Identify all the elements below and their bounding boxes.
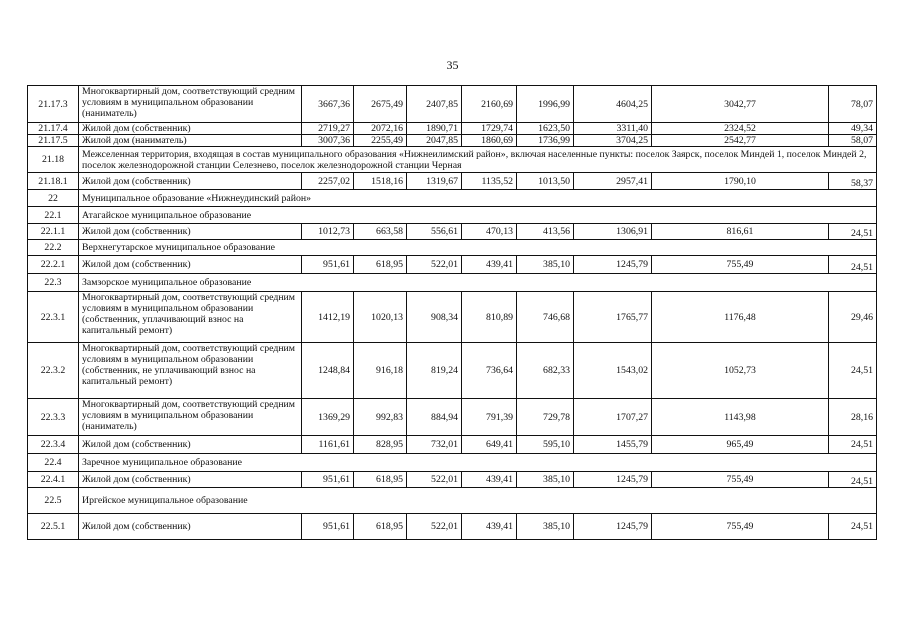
row-value-1: 1161,61: [302, 436, 354, 454]
group-name: Муниципальное образование «Нижнеудинский район»: [79, 190, 877, 207]
row-value-2: 2675,49: [354, 86, 407, 123]
table-row: [28, 123, 877, 135]
group-name: Иргейское муниципальное образование: [79, 488, 877, 514]
row-value-5: 682,33: [517, 343, 574, 399]
row-value-1: 2257,02: [302, 173, 354, 190]
row-value-2: 618,95: [354, 256, 407, 274]
table-row: [28, 436, 877, 454]
row-value-3: 556,61: [407, 224, 462, 240]
group-name: Атагайское муниципальное образование: [79, 207, 877, 224]
row-code: 22.3.1: [28, 292, 79, 343]
row-value-7: 3042,77: [652, 86, 829, 123]
row-value-7: 2542,77: [652, 135, 829, 147]
row-value-4: 470,13: [462, 224, 517, 240]
row-value-8: 58,07: [829, 135, 877, 147]
row-value-3: 2407,85: [407, 86, 462, 123]
row-value-7: 816,61: [652, 224, 829, 240]
row-value-6: 2957,41: [574, 173, 652, 190]
row-name: Многоквартирный дом, соответствующий средним условиям в муниципальном образовании (собственник, уплачивающий взнос на капитальный ремонт): [79, 292, 302, 343]
row-value-5: 385,10: [517, 472, 574, 488]
row-code: 21.17.4: [28, 123, 79, 135]
row-value-7: 965,49: [652, 436, 829, 454]
row-value-2: 828,95: [354, 436, 407, 454]
row-value-1: 2719,27: [302, 123, 354, 135]
table-row: [28, 256, 877, 274]
row-value-2: 2255,49: [354, 135, 407, 147]
row-value-5: 1996,99: [517, 86, 574, 123]
group-name: Замзорское муниципальное образование: [79, 274, 877, 292]
row-value-7: 755,49: [652, 514, 829, 540]
row-value-6: 1707,27: [574, 399, 652, 436]
row-name: Жилой дом (собственник): [79, 436, 302, 454]
row-name: Многоквартирный дом, соответствующий средним условиям в муниципальном образовании (собственник, не уплачивающий взнос на капитальный ремонт): [79, 343, 302, 399]
row-value-5: 746,68: [517, 292, 574, 343]
group-code: 21.18: [28, 147, 79, 173]
row-code: 22.1.1: [28, 224, 79, 240]
row-value-4: 736,64: [462, 343, 517, 399]
row-value-7: 1143,98: [652, 399, 829, 436]
row-value-7: 1052,73: [652, 343, 829, 399]
row-value-1: 951,61: [302, 256, 354, 274]
row-value-6: 3704,25: [574, 135, 652, 147]
row-code: 21.17.3: [28, 86, 79, 123]
row-value-4: 1729,74: [462, 123, 517, 135]
row-value-6: 1306,91: [574, 224, 652, 240]
row-value-2: 618,95: [354, 514, 407, 540]
row-name: Многоквартирный дом, соответствующий средним условиям в муниципальном образовании (наниматель): [79, 86, 302, 123]
row-value-8: 24,51: [829, 436, 877, 454]
row-value-3: 908,34: [407, 292, 462, 343]
table-row: [28, 514, 877, 540]
row-value-4: 1860,69: [462, 135, 517, 147]
row-value-4: 1135,52: [462, 173, 517, 190]
table-row: [28, 399, 877, 436]
row-code: 22.2.1: [28, 256, 79, 274]
row-value-4: 810,89: [462, 292, 517, 343]
row-code: 22.3.2: [28, 343, 79, 399]
row-value-6: 4604,25: [574, 86, 652, 123]
row-code: 22.3.4: [28, 436, 79, 454]
row-value-1: 951,61: [302, 514, 354, 540]
row-value-3: 2047,85: [407, 135, 462, 147]
row-name: Жилой дом (собственник): [79, 224, 302, 240]
group-row: [28, 488, 877, 514]
group-row: [28, 207, 877, 224]
row-value-2: 916,18: [354, 343, 407, 399]
row-value-2: 1518,16: [354, 173, 407, 190]
row-code: 22.4.1: [28, 472, 79, 488]
row-value-8: 28,16: [829, 399, 877, 436]
row-value-6: 1543,02: [574, 343, 652, 399]
row-value-4: 791,39: [462, 399, 517, 436]
table-row: [28, 343, 877, 399]
row-name: Жилой дом (собственник): [79, 472, 302, 488]
row-value-7: 1790,10: [652, 173, 829, 190]
row-value-3: 522,01: [407, 256, 462, 274]
row-value-5: 385,10: [517, 256, 574, 274]
row-code: 21.17.5: [28, 135, 79, 147]
group-code: 22.1: [28, 207, 79, 224]
row-value-2: 992,83: [354, 399, 407, 436]
group-row: [28, 190, 877, 207]
group-row: [28, 274, 877, 292]
row-value-6: 1245,79: [574, 256, 652, 274]
row-value-6: 1455,79: [574, 436, 652, 454]
row-value-1: 1248,84: [302, 343, 354, 399]
row-value-1: 3007,36: [302, 135, 354, 147]
row-value-7: 755,49: [652, 256, 829, 274]
row-name: Многоквартирный дом, соответствующий средним условиям в муниципальном образовании (наниматель): [79, 399, 302, 436]
row-name: Жилой дом (собственник): [79, 123, 302, 135]
row-value-8: 24,51: [829, 472, 877, 488]
row-value-6: 3311,40: [574, 123, 652, 135]
table-row: [28, 173, 877, 190]
row-value-5: 729,78: [517, 399, 574, 436]
row-value-1: 3667,36: [302, 86, 354, 123]
row-value-6: 1245,79: [574, 514, 652, 540]
row-code: 21.18.1: [28, 173, 79, 190]
row-value-5: 1736,99: [517, 135, 574, 147]
row-value-2: 618,95: [354, 472, 407, 488]
row-value-3: 1319,67: [407, 173, 462, 190]
group-code: 22: [28, 190, 79, 207]
row-value-8: 58,37: [829, 173, 877, 190]
row-value-7: 2324,52: [652, 123, 829, 135]
row-name: Жилой дом (собственник): [79, 514, 302, 540]
group-code: 22.5: [28, 488, 79, 514]
row-code: 22.5.1: [28, 514, 79, 540]
table-row: [28, 472, 877, 488]
row-value-5: 1013,50: [517, 173, 574, 190]
row-value-1: 951,61: [302, 472, 354, 488]
row-value-1: 1369,29: [302, 399, 354, 436]
row-name: Жилой дом (наниматель): [79, 135, 302, 147]
row-value-5: 1623,50: [517, 123, 574, 135]
group-row: [28, 147, 877, 173]
row-value-1: 1012,73: [302, 224, 354, 240]
row-value-8: 49,34: [829, 123, 877, 135]
row-value-3: 522,01: [407, 514, 462, 540]
page-number: 35: [446, 58, 459, 72]
row-value-3: 819,24: [407, 343, 462, 399]
row-value-8: 78,07: [829, 86, 877, 123]
group-code: 22.2: [28, 240, 79, 256]
row-value-7: 1176,48: [652, 292, 829, 343]
row-code: 22.3.3: [28, 399, 79, 436]
row-value-3: 884,94: [407, 399, 462, 436]
row-value-4: 439,41: [462, 472, 517, 488]
row-value-2: 663,58: [354, 224, 407, 240]
row-value-1: 1412,19: [302, 292, 354, 343]
row-value-8: 24,51: [829, 343, 877, 399]
group-row: [28, 240, 877, 256]
group-row: [28, 454, 877, 472]
row-value-3: 522,01: [407, 472, 462, 488]
group-name: Заречное муниципальное образование: [79, 454, 877, 472]
row-value-5: 413,56: [517, 224, 574, 240]
group-name: Межселенная территория, входящая в состав муниципального образования «Нижнеилимский район», включая населенные пункты: поселок Заярск, поселок Миндей 1, поселок Миндей 2, поселок железнодорожной станции Селезнево, поселок железнодорожной станции Черная: [79, 147, 877, 173]
row-value-8: 24,51: [829, 514, 877, 540]
row-value-2: 2072,16: [354, 123, 407, 135]
row-value-4: 439,41: [462, 256, 517, 274]
table-row: [28, 135, 877, 147]
row-value-4: 2160,69: [462, 86, 517, 123]
row-value-8: 24,51: [829, 256, 877, 274]
table-row: [28, 292, 877, 343]
row-name: Жилой дом (собственник): [79, 173, 302, 190]
row-value-8: 24,51: [829, 224, 877, 240]
row-value-3: 732,01: [407, 436, 462, 454]
row-value-6: 1765,77: [574, 292, 652, 343]
tariff-table: [27, 85, 877, 540]
table-row: [28, 86, 877, 123]
row-value-5: 595,10: [517, 436, 574, 454]
row-value-8: 29,46: [829, 292, 877, 343]
row-value-4: 439,41: [462, 514, 517, 540]
group-code: 22.4: [28, 454, 79, 472]
table-row: [28, 224, 877, 240]
group-code: 22.3: [28, 274, 79, 292]
row-value-6: 1245,79: [574, 472, 652, 488]
row-value-2: 1020,13: [354, 292, 407, 343]
row-value-5: 385,10: [517, 514, 574, 540]
row-value-4: 649,41: [462, 436, 517, 454]
row-value-7: 755,49: [652, 472, 829, 488]
row-name: Жилой дом (собственник): [79, 256, 302, 274]
row-value-3: 1890,71: [407, 123, 462, 135]
group-name: Верхнегутарское муниципальное образование: [79, 240, 877, 256]
